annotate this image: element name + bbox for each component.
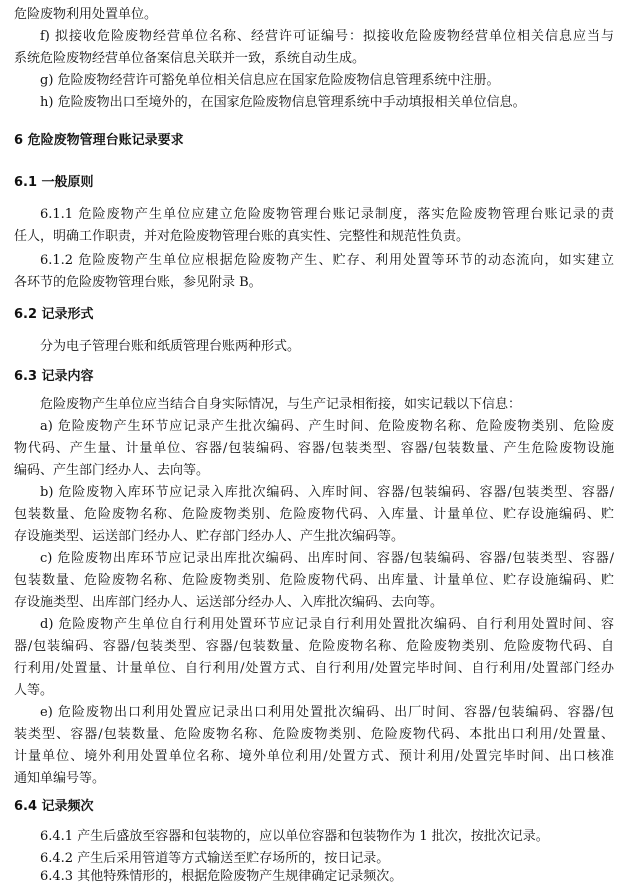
- body-line: 危险废物产生单位应当结合自身实际情况，与生产记录相衔接，如实记载以下信息：: [40, 397, 522, 412]
- body-line: 行利用/处置量、计量单位、自行利用/处置方式、自行利用/处置完毕时间、自行利用/处置部门经办: [14, 661, 614, 676]
- body-line: 分为电子管理台账和纸质管理台账两种形式。: [40, 339, 301, 354]
- body-line: 系统危险废物经营单位备案信息关联并一致，系统自动生成。: [14, 51, 366, 66]
- list-item-h: h) 危险废物出口至境外的，在国家危险废物信息管理系统中手动填报相关单位信息。: [40, 95, 526, 110]
- body-line: 人等。: [14, 683, 54, 698]
- list-item-e: e) 危险废物出口利用处置应记录出口利用处置批次编码、出厂时间、容器/包装编码、容器/包: [40, 705, 614, 720]
- section-heading-6: 6 危险废物管理台账记录要求: [14, 133, 184, 148]
- body-line: 危险废物利用处置单位。: [14, 7, 158, 22]
- list-item-a: a) 危险废物产生环节应记录产生批次编码、产生时间、危险废物名称、危险废物类别、危险废: [40, 419, 614, 434]
- body-line: 存设施类型、出库部门经办人、运送部分经办人、入库批次编码、去向等。: [14, 595, 444, 610]
- list-item-b: b) 危险废物入库环节应记录入库批次编码、入库时间、容器/包装编码、容器/包装类型、容器/: [40, 485, 614, 500]
- list-item-d: d) 危险废物产生单位自行利用处置环节应记录自行利用处置批次编码、自行利用处置时间、容: [40, 617, 614, 632]
- body-line: 计量单位、境外利用处置单位名称、境外单位利用/处置方式、预计利用/处置完毕时间、出口核准: [14, 749, 614, 764]
- clause-6-4-3: 6.4.3 其他特殊情形的，根据危险废物产生规律确定记录频次。: [40, 869, 403, 884]
- body-line: 存设施类型、运送部门经办人、贮存部门经办人、产生批次编码等。: [14, 529, 405, 544]
- list-item-g: g) 危险废物经营许可豁免单位相关信息应在国家危险废物信息管理系统中注册。: [40, 73, 500, 88]
- clause-6-1-1: 6.1.1 危险废物产生单位应建立危险废物管理台账记录制度，落实危险废物管理台账记录的责: [40, 207, 614, 222]
- body-line: 各环节的危险废物管理台账，参见附录 B。: [14, 275, 262, 290]
- body-line: 编码、产生部门经办人、去向等。: [14, 463, 210, 478]
- body-line: 任人，明确工作职责，并对危险废物管理台账的真实性、完整性和规范性负责。: [14, 229, 470, 244]
- body-line: 装类型、容器/包装数量、危险废物名称、危险废物类别、危险废物代码、本批出口利用/处置量、: [14, 727, 614, 742]
- body-line: 器/包装编码、容器/包装类型、容器/包装数量、危险废物名称、危险废物类别、危险废物代码、自: [14, 639, 614, 654]
- body-line: 物代码、产生量、计量单位、容器/包装编码、容器/包装类型、容器/包装数量、产生危险废物设施: [14, 441, 614, 456]
- clause-6-4-2: 6.4.2 产生后采用管道等方式输送至贮存场所的，按日记录。: [40, 851, 390, 866]
- body-line: 包装数量、危险废物名称、危险废物类别、危险废物代码、出库量、计量单位、贮存设施编码、贮: [14, 573, 614, 588]
- body-line: 通知单编号等。: [14, 771, 106, 786]
- list-item-f: f) 拟接收危险废物经营单位名称、经营许可证编号：拟接收危险废物经营单位相关信息应当与: [40, 29, 614, 44]
- section-heading-6-2: 6.2 记录形式: [14, 307, 94, 322]
- section-heading-6-3: 6.3 记录内容: [14, 369, 94, 384]
- clause-6-1-2: 6.1.2 危险废物产生单位应根据危险废物产生、贮存、利用处置等环节的动态流向，如实建立: [40, 253, 614, 268]
- list-item-c: c) 危险废物出库环节应记录出库批次编码、出库时间、容器/包装编码、容器/包装类型、容器/: [40, 551, 614, 566]
- section-heading-6-1: 6.1 一般原则: [14, 175, 94, 190]
- body-line: 包装数量、危险废物名称、危险废物类别、危险废物代码、入库量、计量单位、贮存设施编码、贮: [14, 507, 614, 522]
- section-heading-6-4: 6.4 记录频次: [14, 799, 94, 814]
- clause-6-4-1: 6.4.1 产生后盛放至容器和包装物的，应以单位容器和包装物作为 1 批次，按批次记录。: [40, 829, 549, 844]
